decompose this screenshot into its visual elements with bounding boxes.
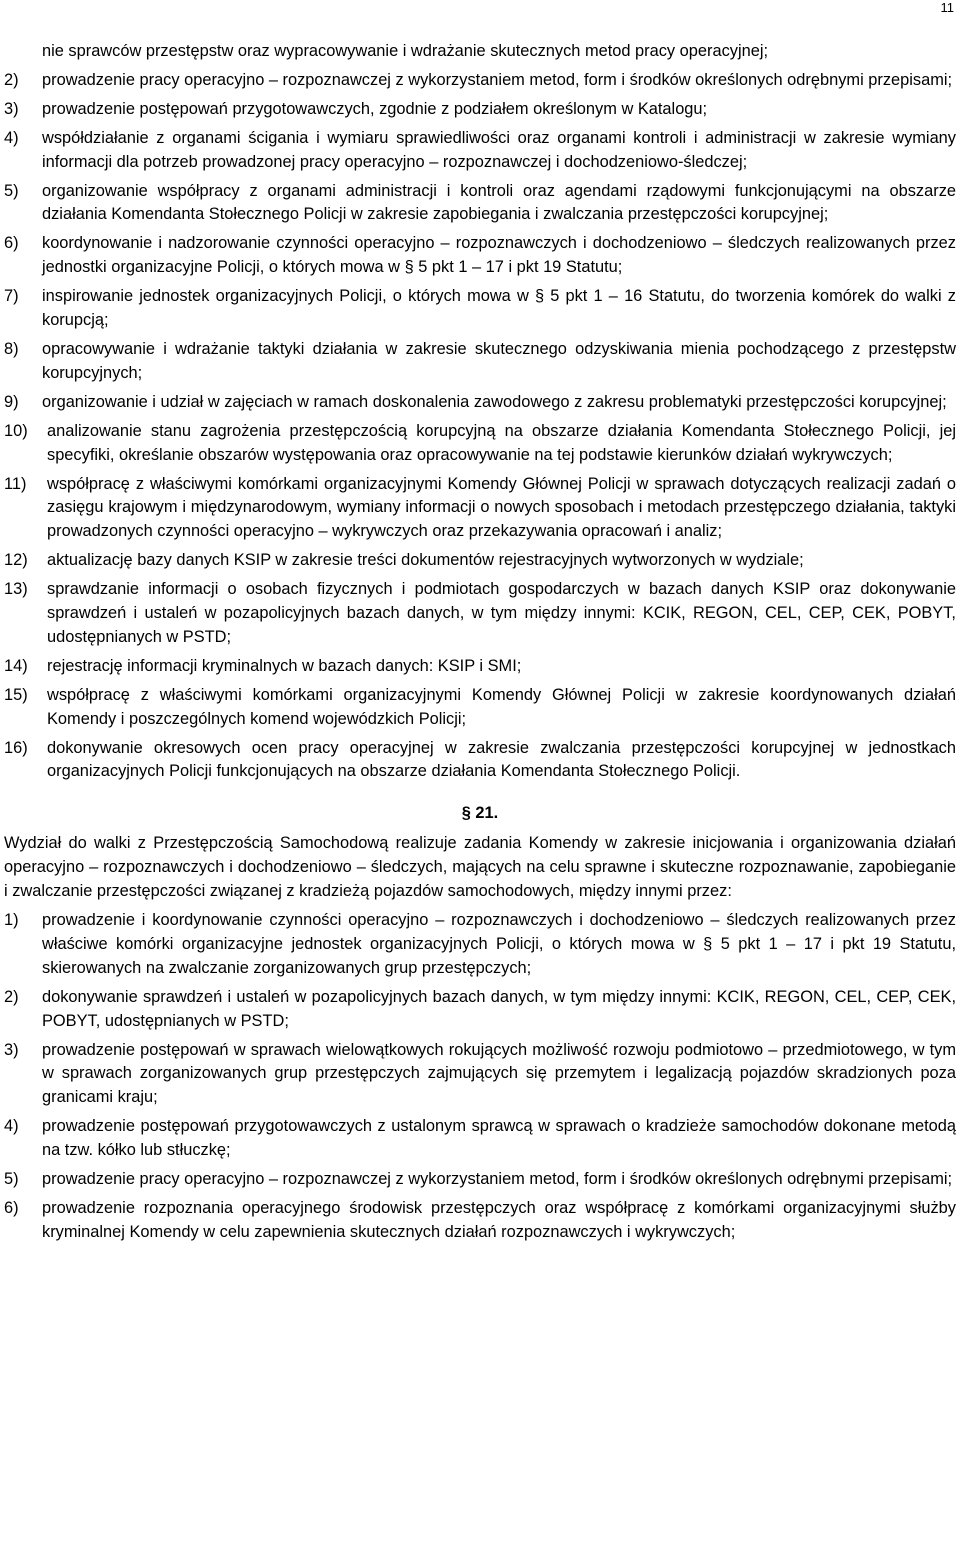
list-section-20 bbox=[4, 69, 956, 784]
list-item bbox=[4, 655, 956, 679]
list-item-number: 6) bbox=[4, 1198, 19, 1217]
list-item bbox=[4, 391, 956, 415]
list-item-text: współpracę z właściwymi komórkami organizacyjnymi Komendy Głównej Policji w sprawach dotyczących realizacji zadań o zasięgu krajowym i międzynarodowym, wymiany informacji o nowych sposobach i metodach przestępczego działania, taktyki prowadzonych czynności operacyjno – wykrywczych oraz przekazywania opracowań i analiz; bbox=[47, 474, 956, 541]
list-item bbox=[4, 549, 956, 573]
list-item bbox=[4, 232, 956, 280]
page-number: 11 bbox=[940, 0, 954, 15]
continuation-text: nie sprawców przestępstw oraz wypracowywanie i wdrażanie skutecznych metod pracy operacyjnej; bbox=[42, 42, 769, 60]
list-item-number: 15) bbox=[4, 685, 28, 704]
list-item bbox=[4, 180, 956, 228]
list-item-number: 9) bbox=[4, 392, 19, 411]
list-item-number: 16) bbox=[4, 738, 28, 757]
section-heading: § 21. bbox=[461, 804, 499, 823]
list-item-text: koordynowanie i nadzorowanie czynności operacyjno – rozpoznawczych i dochodzeniowo – śledczych realizowanych przez jednostki organizacyjne Policji, o których mowa w § 5 pkt 1 – 17 i pkt 19 Statutu; bbox=[42, 234, 956, 277]
list-item-text: sprawdzanie informacji o osobach fizycznych i podmiotach gospodarczych w bazach danych KSIP oraz dokonywanie sprawdzeń i ustaleń w pozapolicyjnych bazach danych, w tym między innymi: KCIK, REGON, CEL, CEP, CEK, POBYT, udostępnianych w PSTD; bbox=[47, 580, 956, 646]
list-item bbox=[4, 420, 956, 468]
list-item-number: 4) bbox=[4, 1117, 19, 1136]
list-item bbox=[4, 338, 956, 386]
list-item-number: 11) bbox=[4, 474, 27, 493]
list-item-text: organizowanie i udział w zajęciach w ramach doskonalenia zawodowego z zakresu problematyki przestępczości korupcyjnej; bbox=[42, 392, 947, 411]
list-item-text: dokonywanie okresowych ocen pracy operacyjnej w zakresie zwalczania przestępczości korupcyjnej w jednostkach organizacyjnych Policji funkcjonujących na obszarze działania Komendanta Stołecznego Policji. bbox=[47, 738, 956, 781]
list-item bbox=[4, 1039, 956, 1111]
list-item-number: 3) bbox=[4, 99, 19, 118]
list-item-number: 6) bbox=[4, 234, 19, 253]
list-item-text: inspirowanie jednostek organizacyjnych Policji, o których mowa w § 5 pkt 1 – 16 Statutu, do tworzenia komórek do walki z korupcją; bbox=[42, 287, 956, 330]
list-item-text: prowadzenie postępowań przygotowawczych z ustalonym sprawcą w sprawach o kradzieże samochodów dokonane metodą na tzw. kółko lub stłuczkę; bbox=[42, 1117, 956, 1160]
list-item bbox=[4, 737, 956, 785]
list-item-text: prowadzenie postępowań w sprawach wielowątkowych rokujących możliwość rozwoju podmiotowo – przedmiotowego, w tym w sprawach zorganizowanych grup przestępczych zajmujących się przemytem i legalizacją pojazdów skradzionych poza granicami kraju; bbox=[42, 1040, 956, 1107]
list-item-number: 5) bbox=[4, 181, 19, 200]
list-item bbox=[4, 1168, 956, 1192]
list-item-number: 14) bbox=[4, 656, 28, 675]
list-item-number: 10) bbox=[4, 421, 28, 440]
document-body bbox=[4, 40, 956, 1245]
list-item-text: organizowanie współpracy z organami administracji i kontroli oraz agendami rządowymi funkcjonującymi na obszarze działania Komendanta Stołecznego Policji w zakresie zapobiegania i zwalczania przestępczości korupcyjnej; bbox=[42, 181, 956, 224]
list-item bbox=[4, 684, 956, 732]
list-item-number: 4) bbox=[4, 128, 19, 147]
list-item-number: 2) bbox=[4, 987, 19, 1006]
list-item-text: prowadzenie pracy operacyjno – rozpoznawczej z wykorzystaniem metod, form i środków określonych odrębnymi przepisami; bbox=[42, 1170, 953, 1189]
list-item bbox=[4, 69, 956, 93]
list-item-number: 13) bbox=[4, 580, 28, 599]
list-item-number: 2) bbox=[4, 70, 19, 89]
section-intro: Wydział do walki z Przestępczością Samochodową realizuje zadania Komendy w zakresie inicjowania i organizowania działań operacyjno – rozpoznawczych i dochodzeniowo – śledczych, mających na celu sprawne i skuteczne rozpoznawanie, zapobieganie i zwalczanie przestępczości związanej z kradzieżą pojazdów samochodowych, między innymi przez: bbox=[4, 834, 956, 901]
list-item-text: prowadzenie postępowań przygotowawczych, zgodnie z podziałem określonym w Katalogu; bbox=[42, 99, 708, 118]
list-item bbox=[4, 1115, 956, 1163]
list-item-text: analizowanie stanu zagrożenia przestępczością korupcyjną na obszarze działania Komendanta Stołecznego Policji, jej specyfiki, określanie obszarów występowania oraz opracowywanie na tej podstawie kierunków działań wykrywczych; bbox=[47, 421, 956, 464]
list-item-number: 12) bbox=[4, 551, 28, 570]
list-item bbox=[4, 127, 956, 175]
list-item-text: współpracę z właściwymi komórkami organizacyjnymi Komendy Głównej Policji w zakresie koordynowanych działań Komendy i poszczególnych komend wojewódzkich Policji; bbox=[47, 685, 956, 728]
list-item bbox=[4, 285, 956, 333]
list-item-text: prowadzenie rozpoznania operacyjnego środowisk przestępczych oraz współpracę z komórkami organizacyjnymi służby kryminalnej Komendy w celu zapewnienia skutecznych działań rozpoznawczych i wykrywczych; bbox=[42, 1198, 956, 1241]
list-item-number: 8) bbox=[4, 339, 19, 358]
list-item bbox=[4, 473, 956, 545]
list-item-text: prowadzenie i koordynowanie czynności operacyjno – rozpoznawczych i dochodzeniowo – śledczych realizowanych przez właściwe komórki organizacyjne jednostek organizacyjnych Policji, o których mowa w § 5 pkt 1 – 17 i pkt 19 Statutu, skierowanych na zwalczanie zorganizowanych grup przestępczych; bbox=[42, 911, 956, 977]
list-item-text: współdziałanie z organami ścigania i wymiaru sprawiedliwości oraz organami kontroli i administracji w zakresie wymiany informacji dla potrzeb prowadzonej pracy operacyjno – rozpoznawczej i dochodzeniowo-śledczej; bbox=[42, 128, 956, 171]
list-item-number: 3) bbox=[4, 1040, 19, 1059]
list-item-text: opracowywanie i wdrażanie taktyki działania w zakresie skutecznego odzyskiwania mienia pochodzącego z przestępstw korupcyjnych; bbox=[42, 339, 956, 382]
list-item bbox=[4, 986, 956, 1034]
list-item bbox=[4, 98, 956, 122]
list-item-text: aktualizację bazy danych KSIP w zakresie treści dokumentów rejestracyjnych wytworzonych w wydziale; bbox=[47, 551, 804, 570]
list-item-number: 5) bbox=[4, 1170, 19, 1189]
list-item-number: 1) bbox=[4, 911, 19, 929]
list-section-21 bbox=[4, 909, 956, 1245]
list-item bbox=[4, 578, 956, 650]
list-item-text: prowadzenie pracy operacyjno – rozpoznawczej z wykorzystaniem metod, form i środków określonych odrębnymi przepisami; bbox=[42, 70, 953, 89]
list-item-number: 7) bbox=[4, 287, 19, 306]
list-item bbox=[4, 909, 956, 981]
list-item-text: rejestrację informacji kryminalnych w bazach danych: KSIP i SMI; bbox=[47, 656, 522, 675]
list-item bbox=[4, 1197, 956, 1245]
list-item-text: dokonywanie sprawdzeń i ustaleń w pozapolicyjnych bazach danych, w tym między innymi: KCIK, REGON, CEL, CEP, CEK, POBYT, udostępnianych w PSTD; bbox=[42, 987, 956, 1030]
